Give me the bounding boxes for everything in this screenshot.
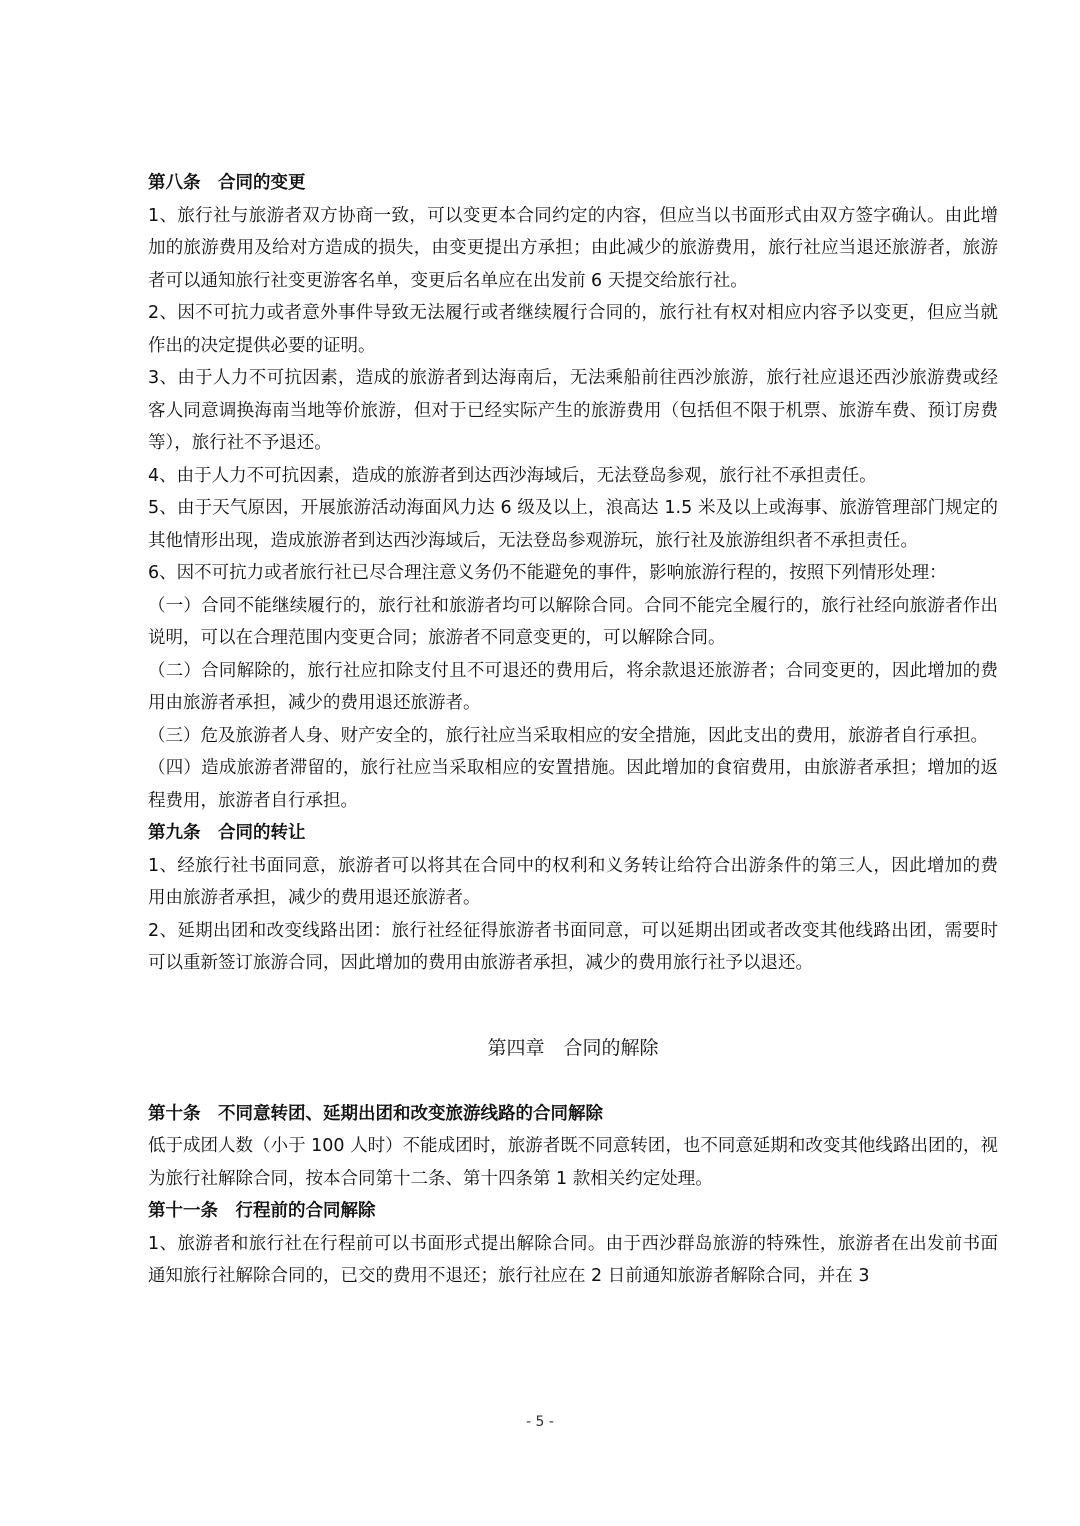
article-8-item-3: （三）危及旅游者人身、财产安全的，旅行社应当采取相应的安全措施，因此支出的费用，旅游者自行承担。	[148, 725, 988, 746]
article-9	[148, 817, 998, 980]
article-8-heading: 第八条 合同的变更	[148, 173, 306, 193]
page-number: - 5 -	[526, 1414, 554, 1430]
article-8	[148, 167, 998, 817]
article-10	[148, 1098, 998, 1196]
article-9-heading: 第九条 合同的转让	[148, 823, 306, 843]
document-body	[148, 167, 998, 1293]
article-10-para-1: 低于成团人数（小于 100 人时）不能成团时，旅游者既不同意转团，也不同意延期和改变其他线路出团的，视为旅行社解除合同，按本合同第十二条、第十四条第 1 款相关约定处理。	[148, 1136, 998, 1189]
article-11-para-1: 1、旅游者和旅行社在行程前可以书面形式提出解除合同。由于西沙群岛旅游的特殊性，旅游者在出发前书面通知旅行社解除合同的，已交的费用不退还；旅行社应在 2 日前通知旅游者解除合同，并在 3	[148, 1233, 998, 1286]
article-8-item-4: （四）造成旅游者滞留的，旅行社应当采取相应的安置措施。因此增加的食宿费用，由旅游者承担；增加的返程费用，旅游者自行承担。	[148, 758, 998, 811]
article-8-para-5: 5、由于天气原因，开展旅游活动海面风力达 6 级及以上，浪高达 1.5 米及以上或海事、旅游管理部门规定的其他情形出现，造成旅游者到达西沙海域后，无法登岛参观游玩，旅行社及旅游组织者不承担责任。	[148, 498, 998, 551]
article-8-para-4: 4、由于人力不可抗因素，造成的旅游者到达西沙海域后，无法登岛参观，旅行社不承担责任。	[148, 465, 877, 486]
article-11	[148, 1195, 998, 1293]
article-8-para-6: 6、因不可抗力或者旅行社已尽合理注意义务仍不能避免的事件，影响旅游行程的，按照下列情形处理：	[148, 563, 947, 583]
article-8-item-1: （一）合同不能继续履行的，旅行社和旅游者均可以解除合同。合同不能完全履行的，旅行社经向旅游者作出说明，可以在合理范围内变更合同；旅游者不同意变更的，可以解除合同。	[148, 595, 998, 648]
article-9-para-1: 1、经旅行社书面同意，旅游者可以将其在合同中的权利和义务转让给符合出游条件的第三人，因此增加的费用由旅游者承担，减少的费用退还旅游者。	[148, 855, 998, 908]
article-11-heading: 第十一条 行程前的合同解除	[148, 1201, 376, 1221]
article-8-para-1: 1、旅行社与旅游者双方协商一致，可以变更本合同约定的内容，但应当以书面形式由双方签字确认。由此增加的旅游费用及给对方造成的损失，由变更提出方承担；由此减少的旅游费用，旅行社应当退还旅游者，旅游者可以通知旅行社变更游客名单，变更后名单应在出发前 6 天提交给旅行社。	[148, 205, 998, 291]
article-8-para-3: 3、由于人力不可抗因素，造成的旅游者到达海南后，无法乘船前往西沙旅游，旅行社应退还西沙旅游费或经客人同意调换海南当地等价旅游，但对于已经实际产生的旅游费用（包括但不限于机票、旅游车费、预订房费等），旅行社不予退还。	[148, 368, 998, 453]
article-8-para-2: 2、因不可抗力或者意外事件导致无法履行或者继续履行合同的，旅行社有权对相应内容予以变更，但应当就作出的决定提供必要的证明。	[148, 303, 998, 356]
article-8-item-2: （二）合同解除的，旅行社应扣除支付且不可退还的费用后，将余款退还旅游者；合同变更的，因此增加的费用由旅游者承担，减少的费用退还旅游者。	[148, 660, 998, 713]
article-9-para-2: 2、延期出团和改变线路出团：旅行社经征得旅游者书面同意，可以延期出团或者改变其他线路出团，需要时可以重新签订旅游合同，因此增加的费用由旅游者承担，减少的费用旅行社予以退还。	[148, 920, 998, 973]
chapter-title: 第四章 合同的解除	[487, 1036, 659, 1059]
article-10-heading: 第十条 不同意转团、延期出团和改变旅游线路的合同解除	[148, 1103, 603, 1124]
